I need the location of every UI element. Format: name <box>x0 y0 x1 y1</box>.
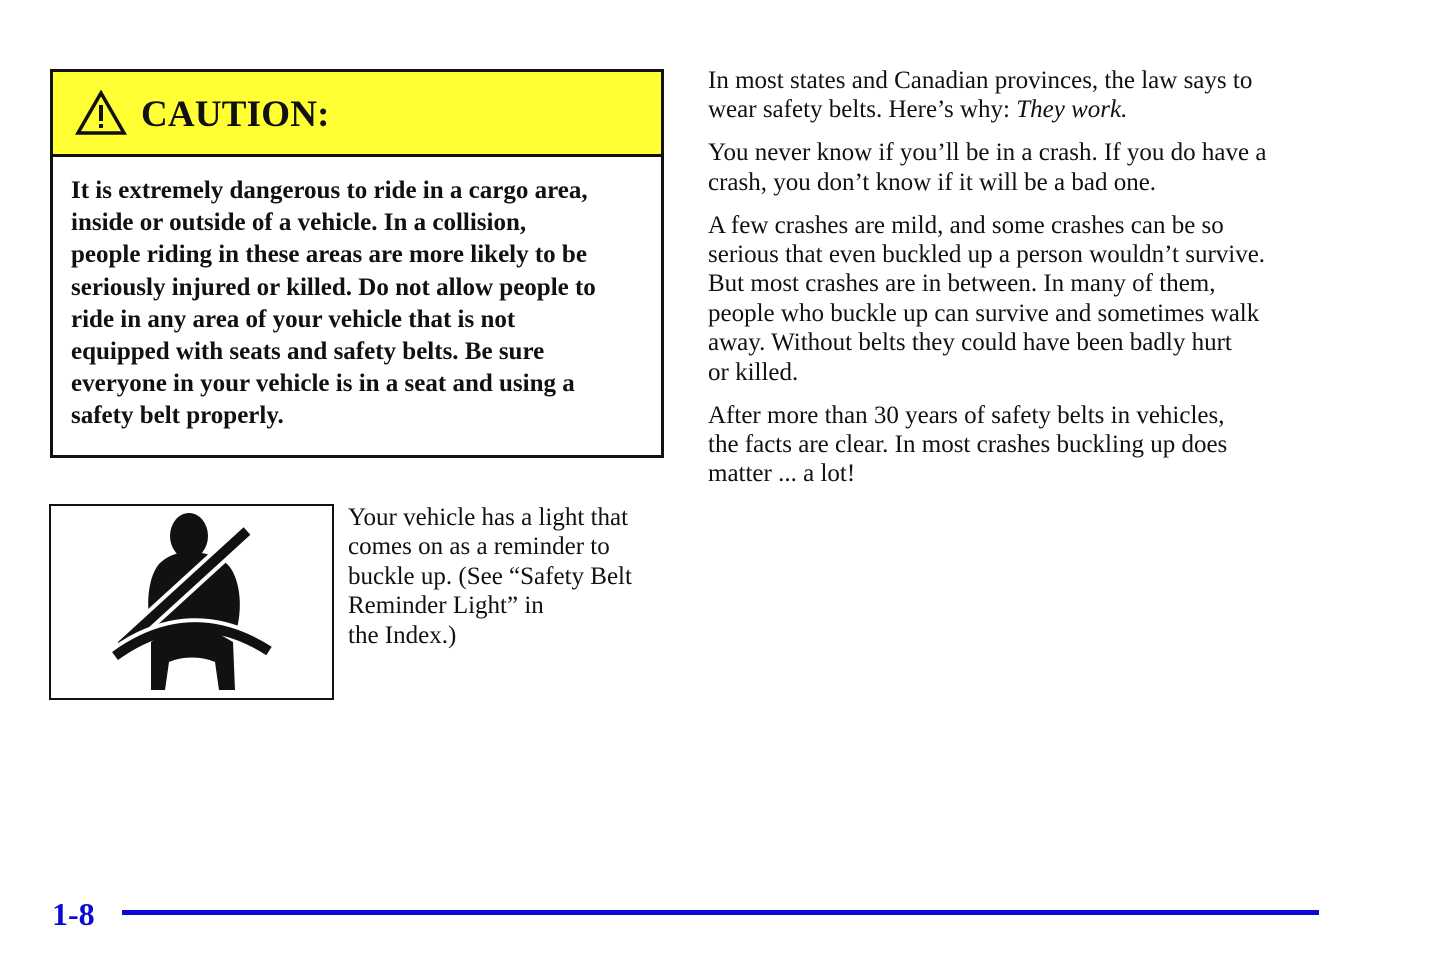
paragraph-line: After more than 30 years of safety belts in vehicles, <box>708 401 1225 429</box>
paragraph-line: matter ... a lot! <box>708 460 856 488</box>
paragraph-severity <box>708 211 1266 387</box>
paragraph-line: away. Without belts they could have been badly hurt <box>708 329 1232 357</box>
reminder-line: buckle up. (See “Safety Belt <box>348 562 632 590</box>
footer-rule <box>122 910 1319 915</box>
warning-triangle-icon <box>75 90 127 136</box>
paragraph-line: A few crashes are mild, and some crashes can be so <box>708 211 1224 239</box>
reminder-line: the Index.) <box>348 621 457 649</box>
caution-title: CAUTION: <box>141 93 330 135</box>
caution-line: equipped with seats and safety belts. Be sure <box>71 338 545 366</box>
paragraph-line: the facts are clear. In most crashes buckling up does <box>708 430 1228 458</box>
paragraph-line: In most states and Canadian provinces, the law says to <box>708 67 1253 94</box>
paragraph-line: crash, you don’t know if it will be a bad one. <box>708 168 1157 196</box>
caution-line: ride in any area of your vehicle that is not <box>71 305 516 333</box>
page-number: 1-8 <box>52 896 95 932</box>
caution-header <box>53 72 661 157</box>
reminder-text <box>348 503 632 650</box>
paragraph-line: serious that even buckled up a person wouldn’t survive. <box>708 241 1266 269</box>
paragraph-line: But most crashes are in between. In many of them, <box>708 270 1216 298</box>
caution-body <box>53 157 661 433</box>
belt-icon-frame <box>49 504 334 700</box>
caution-line: It is extremely dangerous to ride in a cargo area, <box>71 177 588 204</box>
caution-line: safety belt properly. <box>71 402 284 430</box>
paragraph-crash <box>708 138 1266 197</box>
paragraph-law <box>708 66 1266 125</box>
caution-line: seriously injured or killed. Do not allow people to <box>71 273 596 301</box>
caution-line: inside or outside of a vehicle. In a collision, <box>71 209 527 237</box>
paragraph-facts <box>708 401 1266 489</box>
reminder-line: comes on as a reminder to <box>348 533 610 561</box>
caution-line: people riding in these areas are more likely to be <box>71 241 587 269</box>
paragraph-line: people who buckle up can survive and sometimes walk <box>708 299 1260 327</box>
paragraph-text: wear safety belts. Here’s why: <box>708 96 1017 124</box>
paragraph-line: or killed. <box>708 358 799 386</box>
reminder-line: Your vehicle has a light that <box>348 504 629 531</box>
paragraph-line: You never know if you’ll be in a crash. If you do have a <box>708 139 1267 167</box>
reminder-line: Reminder Light” in <box>348 592 544 620</box>
caution-box <box>50 69 664 458</box>
right-column <box>708 66 1266 502</box>
paragraph-line <box>708 95 1266 124</box>
caution-line: everyone in your vehicle is in a seat and using a <box>71 370 575 398</box>
seat-belt-reminder-icon <box>51 506 332 698</box>
emphasis-they-work: They work. <box>1016 96 1128 124</box>
